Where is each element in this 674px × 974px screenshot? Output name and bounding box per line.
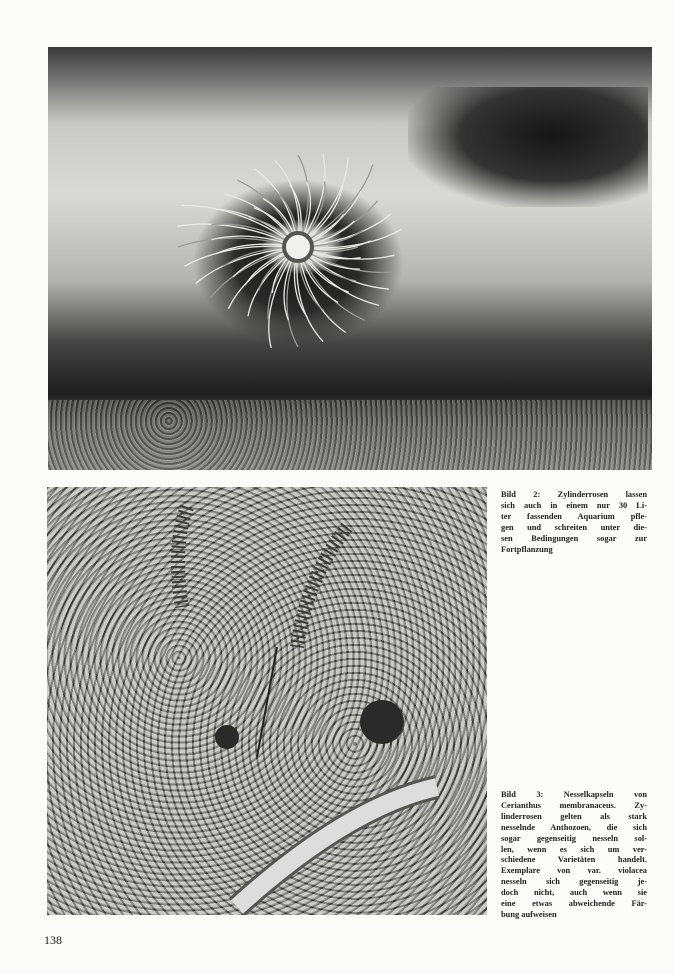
caption-line: nesselnde Anthozoen, die sich [501,822,647,832]
anemone-oral-disc [284,233,312,261]
caption-line: linderrosen gelten als stark [501,811,647,821]
caption-line: bung aufweisen [501,909,557,919]
caption-line: doch nicht, auch wenn sie [501,888,647,898]
caption-line: sen Bedingungen sogar zur [501,533,647,543]
caption-line: Cerianthus membranaceus. Zy- [501,800,647,810]
caption-line: eine etwas abweichende Fär- [501,899,647,909]
nematocyst-drawing [47,487,487,915]
caption-line: Bild 3: Nesselkapseln von [501,790,647,799]
caption-line: nesseln sich gegenseitig je- [501,877,647,887]
page-number: 138 [44,933,62,947]
anemone-tentacles-drawing [48,47,652,470]
photo-tube-anemone-aquarium [48,47,652,470]
caption-line: sogar gegenseitig nesseln sol- [501,833,647,843]
caption-line: gen und schreiten unter die- [501,522,647,532]
caption-line: Bild 2: Zylinderrosen lassen [501,490,647,499]
figure-caption-bild-3 [501,790,647,921]
caption-line: len, wenn es sich um ver- [501,844,647,854]
caption-line: sich auch in einem nur 30 Li- [501,500,647,510]
caption-line: Exemplare von var. violacea [501,866,647,876]
caption-line: schiedene Varietäten handelt. [501,855,647,865]
photo-nematocysts-micrograph [47,487,487,915]
caption-line: ter fassenden Aquarium pfle- [501,511,647,521]
figure-caption-bild-2 [501,490,647,555]
caption-line: Fortpflanzung [501,544,553,554]
